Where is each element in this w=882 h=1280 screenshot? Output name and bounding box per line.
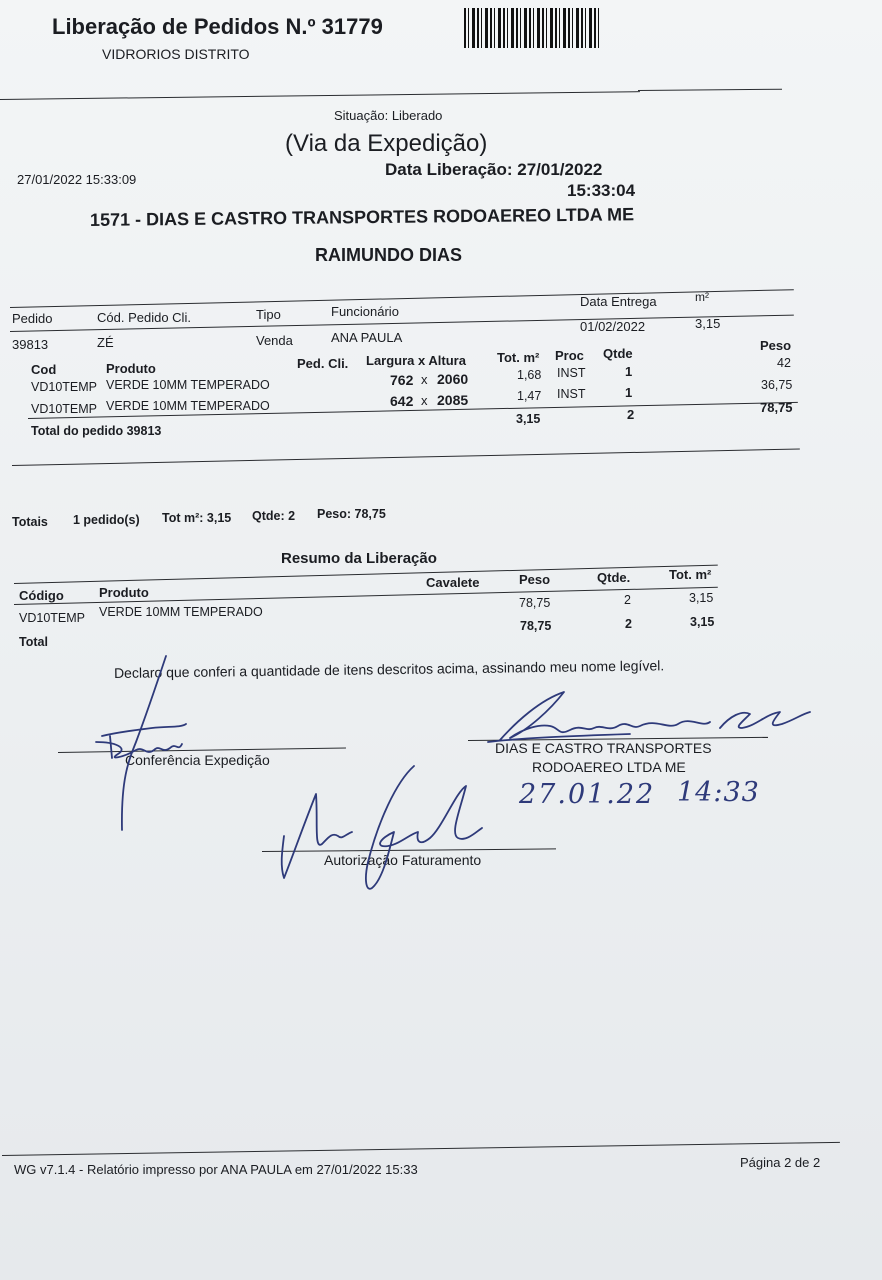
status-text: Situação: Liberado xyxy=(334,108,443,123)
header-rule xyxy=(0,91,640,100)
client-name: 1571 - DIAS E CASTRO TRANSPORTES RODOAEREO LTDA ME xyxy=(89,204,635,230)
item-1-produto: VERDE 10MM TEMPERADO xyxy=(106,378,270,392)
client-sign-line2: RODOAEREO LTDA ME xyxy=(532,759,686,775)
item-2-produto: VERDE 10MM TEMPERADO xyxy=(106,399,270,413)
resumo-col-tot-m2: Tot. m² xyxy=(669,567,712,582)
autorizacao-label: Autorização Faturamento xyxy=(324,852,482,868)
order-total-label: Total do pedido 39813 xyxy=(31,424,162,438)
item-2-proc: INST xyxy=(557,387,586,401)
header-rule-right xyxy=(638,89,782,91)
item-1-proc: INST xyxy=(557,366,586,380)
order-m2: 3,15 xyxy=(695,316,721,331)
col-pedido: Pedido xyxy=(12,311,53,326)
resumo-row-peso: 78,75 xyxy=(519,596,551,610)
order-tipo: Venda xyxy=(256,333,293,348)
resumo-col-qtde: Qtde. xyxy=(597,570,631,585)
item-1-peso: 42 xyxy=(777,356,791,370)
release-time: 15:33:04 xyxy=(567,181,636,200)
barcode xyxy=(464,8,599,48)
resumo-total-label: Total xyxy=(19,635,48,649)
conferencia-signature xyxy=(88,650,198,840)
items-col-cod: Cod xyxy=(31,362,57,377)
col-funcionario: Funcionário xyxy=(331,304,399,319)
totals-qtde: Qtde: 2 xyxy=(252,509,296,523)
col-tipo: Tipo xyxy=(256,307,281,322)
resumo-row-qtde: 2 xyxy=(624,593,631,607)
client-signature xyxy=(480,688,815,748)
item-2-largura: 642 xyxy=(390,393,414,409)
resumo-col-codigo: Código xyxy=(19,588,64,603)
item-1-largura: 762 xyxy=(390,372,414,388)
resumo-row-codigo: VD10TEMP xyxy=(19,611,85,625)
items-col-dims: Largura x Altura xyxy=(366,353,466,368)
document-title: Liberação de Pedidos N.º 31779 xyxy=(52,14,383,39)
col-data-entrega: Data Entrega xyxy=(580,294,657,309)
item-1-qtde: 1 xyxy=(625,364,633,379)
order-data-entrega: 01/02/2022 xyxy=(580,319,646,334)
item-2-peso: 36,75 xyxy=(761,378,793,392)
item-2-cod: VD10TEMP xyxy=(31,402,97,416)
footer-report-info: WG v7.1.4 - Relatório impresso por ANA PAULA em 27/01/2022 15:33 xyxy=(14,1162,418,1177)
copy-label: (Via da Expedição) xyxy=(285,130,488,157)
col-m2: m² xyxy=(695,290,709,304)
footer-rule xyxy=(2,1142,840,1156)
order-total-qtde: 2 xyxy=(627,407,635,422)
release-date: Data Liberação: 27/01/2022 xyxy=(385,160,603,179)
client-sign-line1: DIAS E CASTRO TRANSPORTES xyxy=(495,740,712,756)
resumo-total-qtde: 2 xyxy=(625,617,632,631)
item-2-altura: 2085 xyxy=(437,392,469,408)
footer-page-number: Página 2 de 2 xyxy=(740,1155,821,1170)
order-cod-cli: ZÉ xyxy=(97,335,114,350)
items-col-proc: Proc xyxy=(555,348,584,363)
items-col-peso: Peso xyxy=(760,338,792,353)
item-1-tot-m2: 1,68 xyxy=(517,368,542,382)
items-col-produto: Produto xyxy=(106,361,156,376)
conferencia-label: Conferência Expedição xyxy=(125,752,270,768)
items-col-qtde: Qtde xyxy=(603,346,633,361)
resumo-row-tot-m2: 3,15 xyxy=(689,591,714,605)
company-name: VIDRORIOS DISTRITO xyxy=(102,46,250,62)
client-contact: RAIMUNDO DIAS xyxy=(315,245,462,265)
item-1-cod: VD10TEMP xyxy=(31,380,97,394)
autorizacao-signature xyxy=(270,762,490,897)
totals-pedidos: 1 pedido(s) xyxy=(73,513,140,527)
order-total-peso: 78,75 xyxy=(760,400,793,415)
order-bottom-rule xyxy=(12,448,800,466)
item-1-x: x xyxy=(421,372,428,387)
resumo-col-produto: Produto xyxy=(99,585,149,600)
item-2-tot-m2: 1,47 xyxy=(517,389,542,403)
handwritten-date: 27.01.22 xyxy=(519,779,656,810)
order-funcionario: ANA PAULA xyxy=(331,330,403,345)
order-top-rule xyxy=(10,289,794,308)
resumo-row-produto: VERDE 10MM TEMPERADO xyxy=(99,605,263,619)
resumo-total-peso: 78,75 xyxy=(520,619,552,633)
handwritten-time: 14:33 xyxy=(677,777,760,808)
resumo-total-tot-m2: 3,15 xyxy=(690,615,715,629)
resumo-col-peso: Peso xyxy=(519,572,551,587)
totals-m2: Tot m²: 3,15 xyxy=(162,511,232,525)
items-col-tot-m2: Tot. m² xyxy=(497,350,540,365)
item-2-x: x xyxy=(421,393,428,408)
col-cod-cli: Cód. Pedido Cli. xyxy=(97,310,191,325)
totals-label: Totais xyxy=(12,515,48,529)
totals-peso: Peso: 78,75 xyxy=(317,507,386,521)
item-1-altura: 2060 xyxy=(437,371,469,387)
items-col-ped-cli: Ped. Cli. xyxy=(297,356,349,371)
item-2-qtde: 1 xyxy=(625,385,633,400)
printed-timestamp: 27/01/2022 15:33:09 xyxy=(17,172,137,187)
resumo-title: Resumo da Liberação xyxy=(281,550,437,567)
order-pedido: 39813 xyxy=(12,337,49,352)
order-total-m2: 3,15 xyxy=(516,412,541,426)
declaration-text: Declaro que conferi a quantidade de itens descritos acima, assinando meu nome legível. xyxy=(113,657,665,681)
resumo-col-cavalete: Cavalete xyxy=(426,575,480,590)
